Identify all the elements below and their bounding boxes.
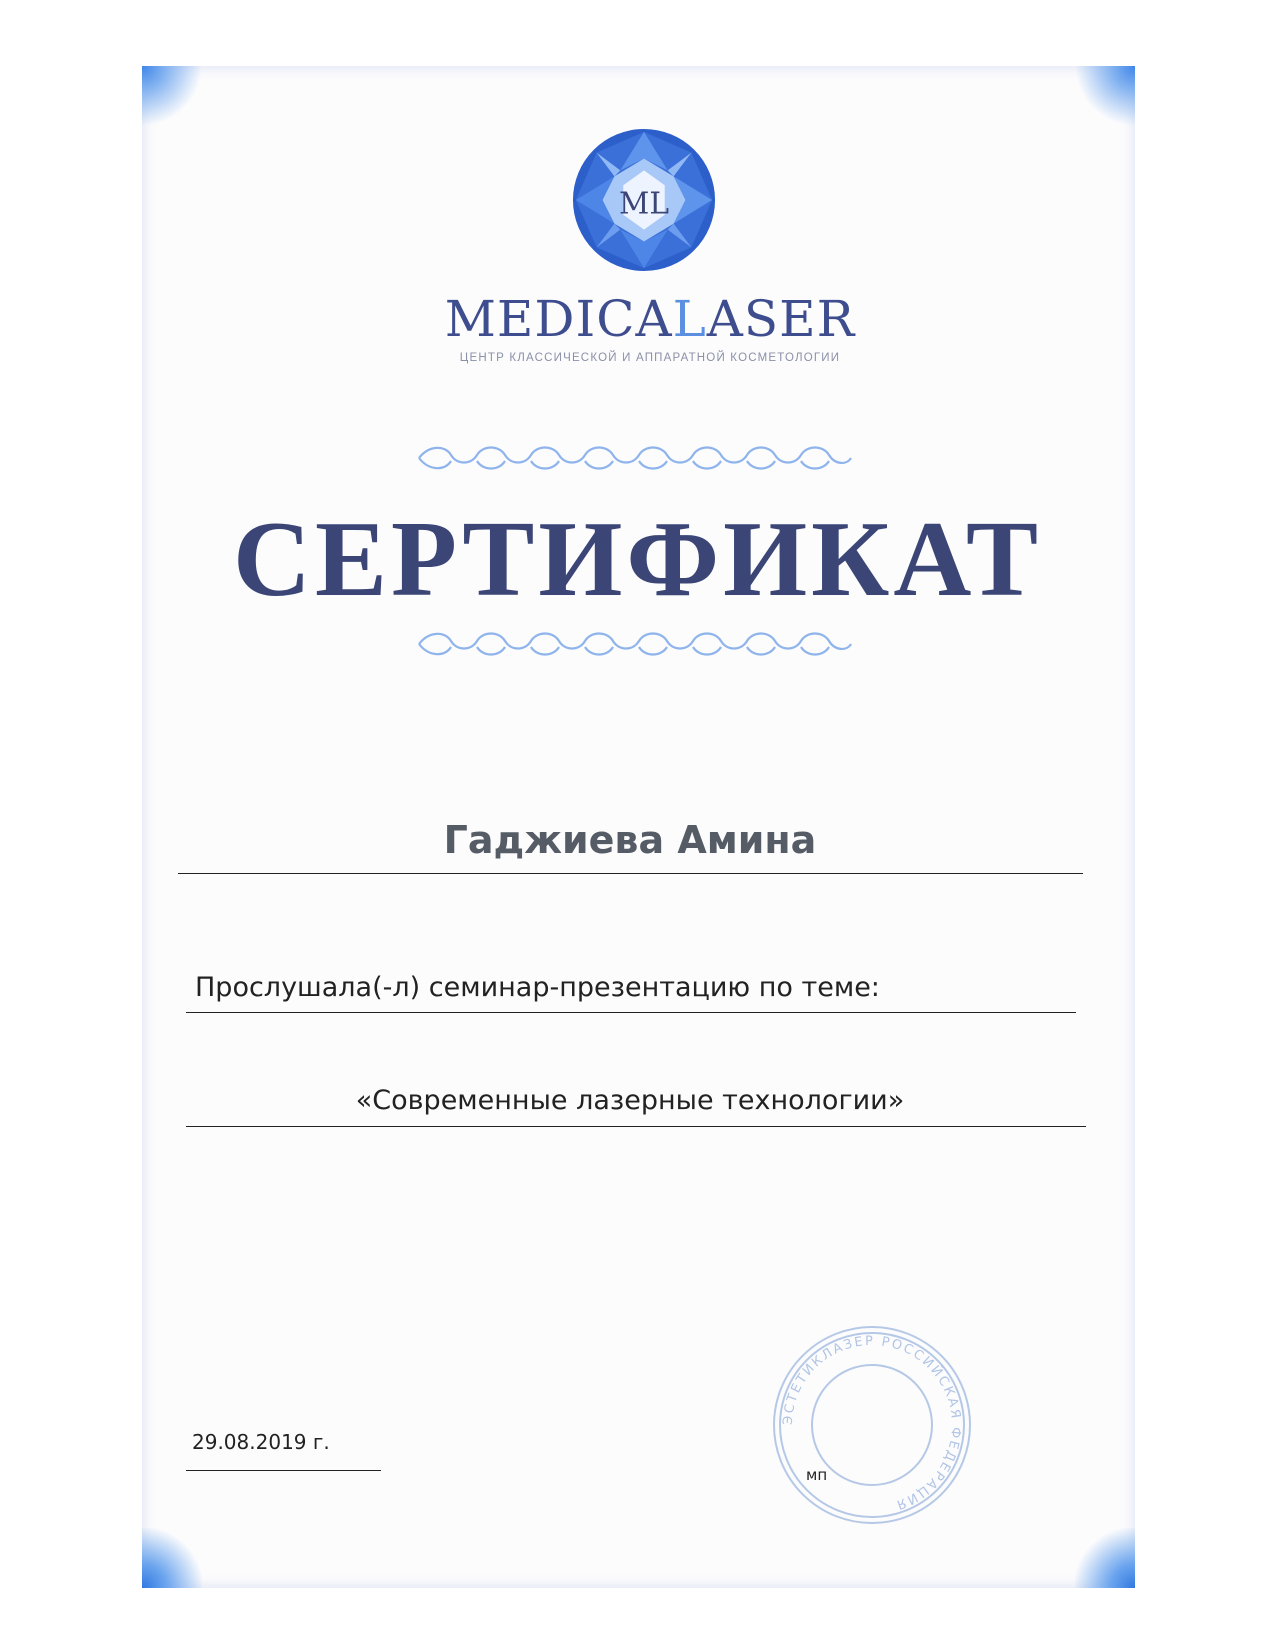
brand-name-part: ASER [706,290,856,348]
corner-decoration [1075,1528,1135,1588]
ornament-divider [415,443,855,473]
brand-subtitle: ЦЕНТР КЛАССИЧЕСКОЙ И АППАРАТНОЙ КОСМЕТОЛОГИИ [459,352,841,364]
seminar-topic: «Современные лазерные технологии» [355,1085,905,1116]
stamp-text: ЭСТЕТИКЛАЗЕР РОССИЙСКАЯ ФЕДЕРАЦИЯ [780,1333,964,1513]
brand-name [350,290,950,348]
intro-underline [186,1012,1076,1013]
recipient-name: Гаджиева Амина [443,818,817,862]
corner-decoration [142,66,202,126]
corner-decoration [1075,66,1135,126]
issue-date: 29.08.2019 г. [192,1430,330,1454]
certificate-title: СЕРТИФИКАТ [233,500,1042,619]
brand-name-accent: L [672,290,707,348]
logo-monogram: ML [619,186,669,221]
stamp-label: мп [806,1466,828,1484]
seminar-intro-text: Прослушала(-л) семинар-презентацию по теме: [195,972,880,1003]
ornament-divider [415,629,855,659]
brand-name-part: MEDICA [444,290,673,348]
corner-decoration [142,1528,202,1588]
topic-underline [186,1126,1086,1127]
date-underline [186,1470,381,1471]
stamp-seal-icon [767,1320,977,1530]
name-underline [178,873,1083,874]
gem-logo-icon [570,126,718,274]
